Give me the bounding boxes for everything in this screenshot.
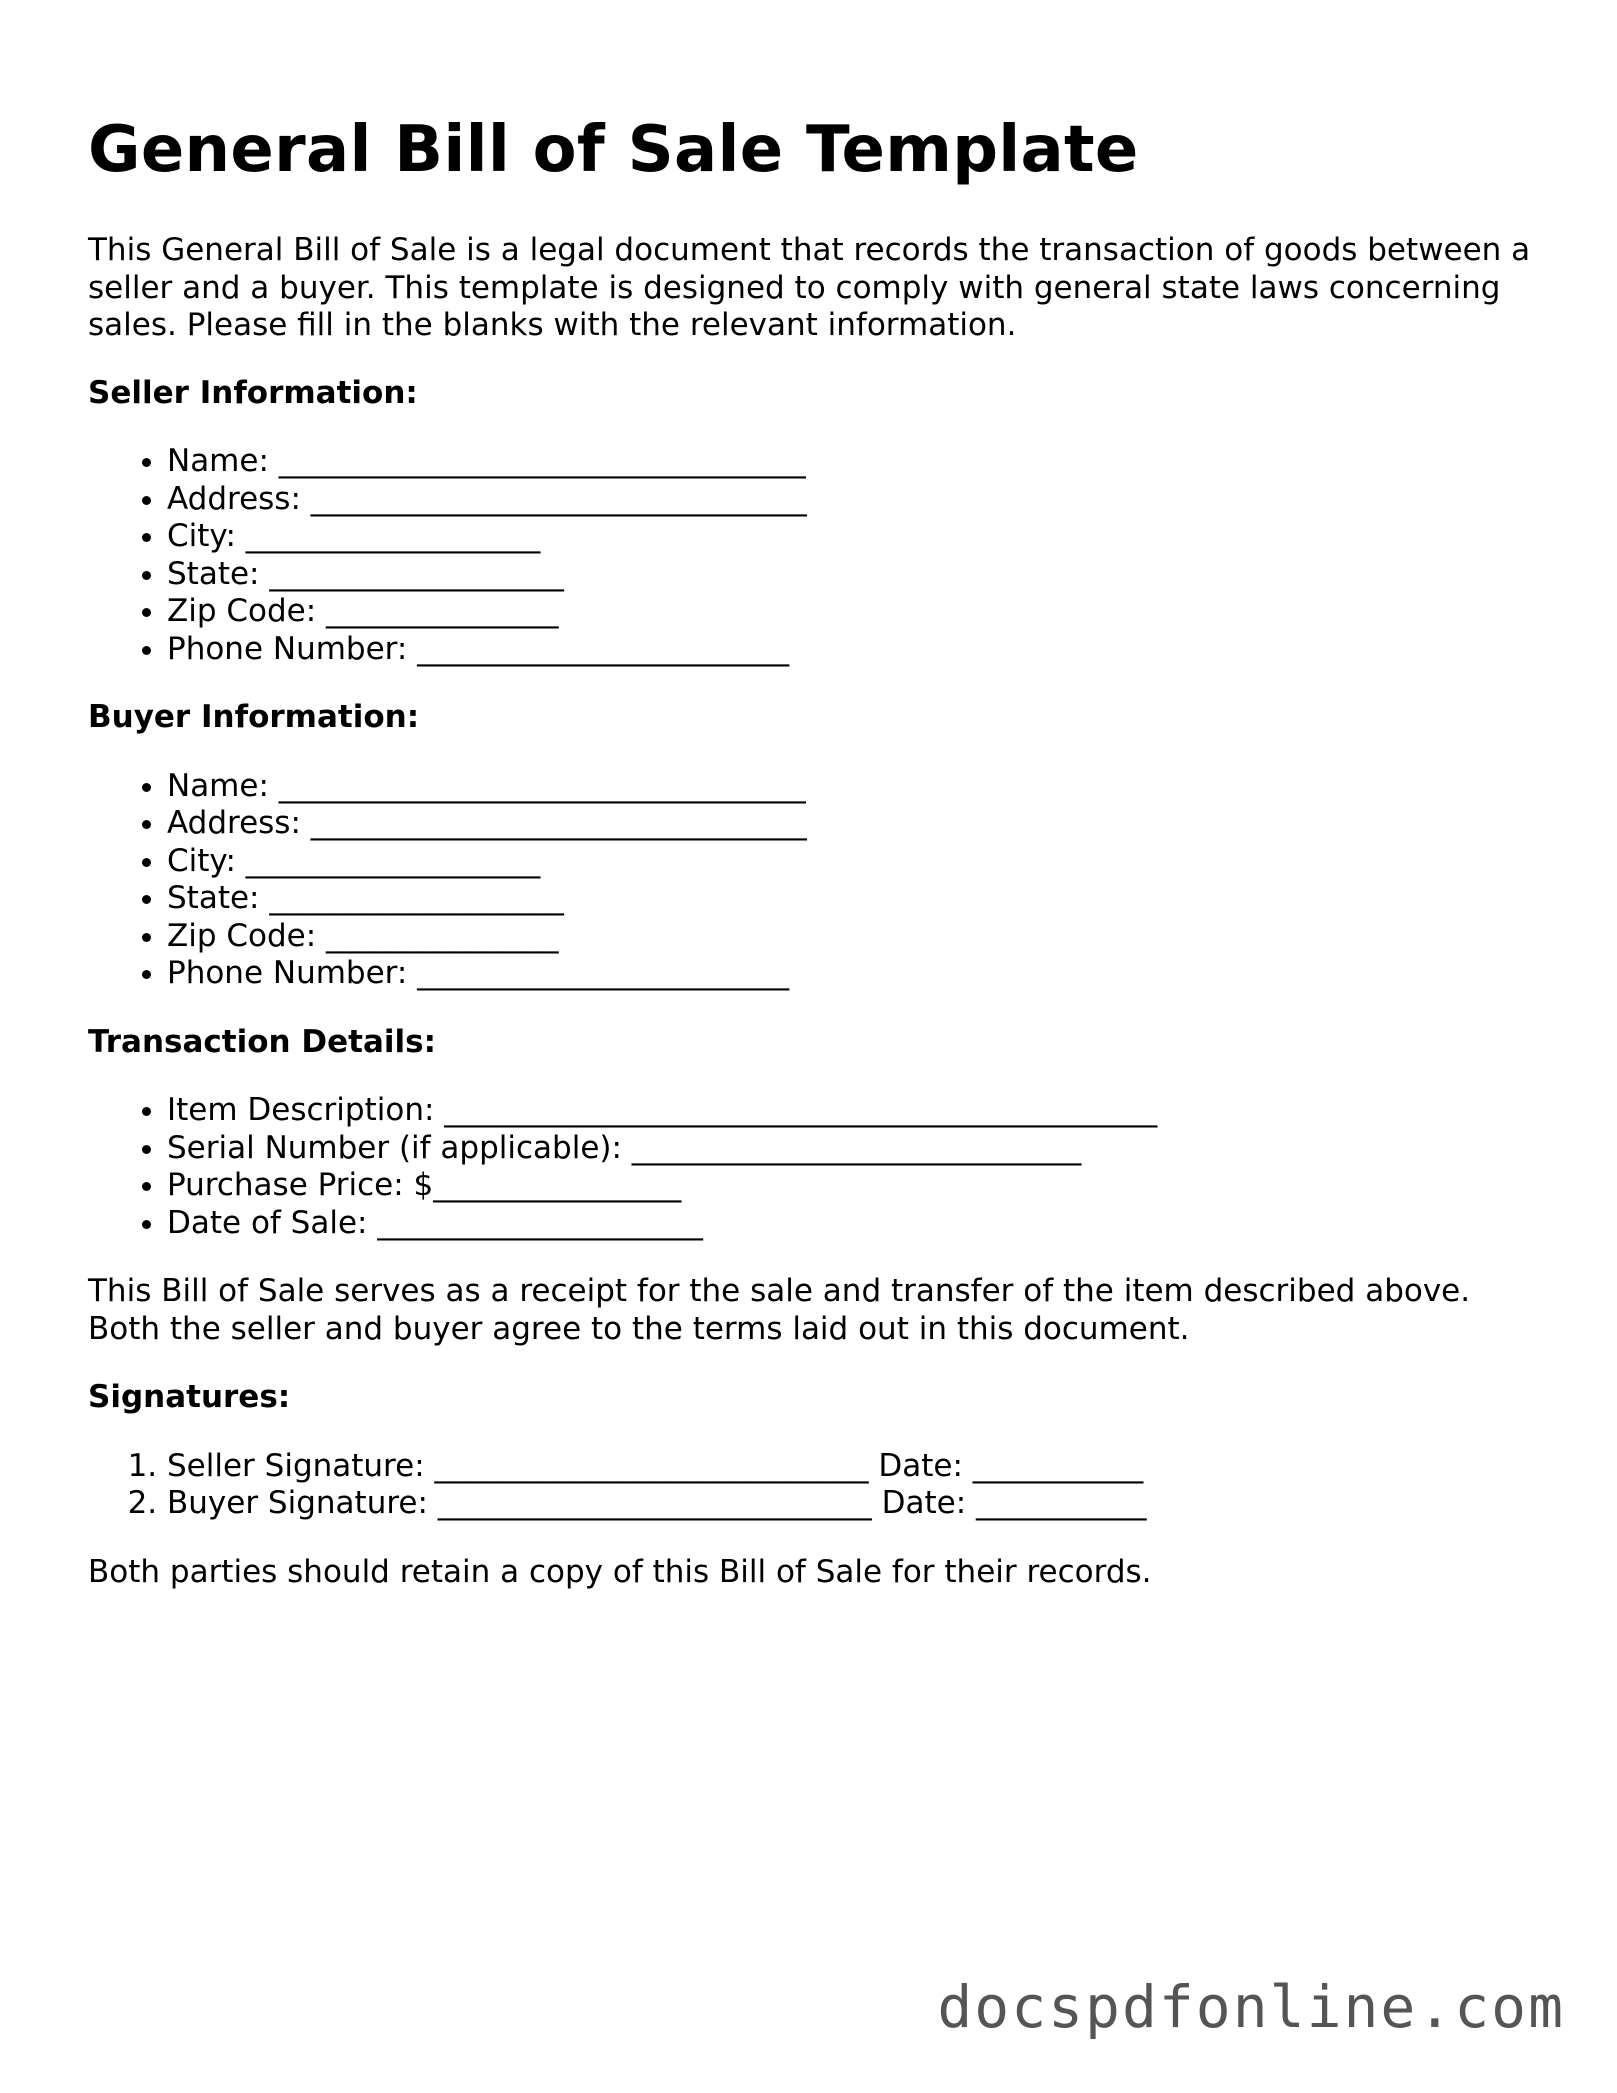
watermark-text: docspdfonline.com xyxy=(937,1973,1565,2041)
buyer-name-field: • Name: __________________________________ xyxy=(167,768,1548,806)
seller-phone-field: • Phone Number: ________________________ xyxy=(167,631,1548,669)
buyer-field-list xyxy=(88,768,1548,993)
seller-address-field: • Address: ________________________________ xyxy=(167,481,1548,519)
buyer-zip-field: • Zip Code: _______________ xyxy=(167,918,1548,956)
document-page xyxy=(88,106,1548,1591)
buyer-signature-line: 2. Buyer Signature: ____________________________ Date: ___________ xyxy=(167,1485,1548,1523)
final-note: Both parties should retain a copy of this Bill of Sale for their records. xyxy=(88,1553,1152,1590)
transaction-heading: Transaction Details: xyxy=(88,1023,436,1060)
closing-paragraph: This Bill of Sale serves as a receipt for the sale and transfer of the item described above. Both the seller and buyer agree to the terms laid out in this document. xyxy=(88,1273,1471,1347)
buyer-address-field: • Address: ________________________________ xyxy=(167,805,1548,843)
serial-number-field: • Serial Number (if applicable): _____________________________ xyxy=(167,1130,1548,1168)
item-description-field: • Item Description: ______________________________________________ xyxy=(167,1092,1548,1130)
seller-heading: Seller Information: xyxy=(88,374,418,411)
date-of-sale-field: • Date of Sale: _____________________ xyxy=(167,1205,1548,1243)
signatures-heading: Signatures: xyxy=(88,1379,291,1415)
seller-field-list xyxy=(88,443,1548,668)
buyer-phone-field: • Phone Number: ________________________ xyxy=(167,955,1548,993)
buyer-city-field: • City: ___________________ xyxy=(167,843,1548,881)
document-title: General Bill of Sale Template xyxy=(88,113,1139,187)
seller-city-field: • City: ___________________ xyxy=(167,518,1548,556)
seller-state-field: • State: ___________________ xyxy=(167,556,1548,594)
purchase-price-field: • Purchase Price: $________________ xyxy=(167,1167,1548,1205)
seller-signature-line: 1. Seller Signature: ____________________________ Date: ___________ xyxy=(167,1448,1548,1486)
intro-paragraph: This General Bill of Sale is a legal document that records the transaction of goods between a seller and a buyer. This template is designed to comply with general state laws concerning sales. Please fill in the blanks with the relevant information. xyxy=(88,232,1531,343)
transaction-field-list xyxy=(88,1092,1548,1242)
signature-list xyxy=(88,1448,1548,1523)
buyer-heading: Buyer Information: xyxy=(88,699,420,735)
buyer-state-field: • State: ___________________ xyxy=(167,880,1548,918)
seller-name-field: • Name: __________________________________ xyxy=(167,443,1548,481)
seller-zip-field: • Zip Code: _______________ xyxy=(167,593,1548,631)
